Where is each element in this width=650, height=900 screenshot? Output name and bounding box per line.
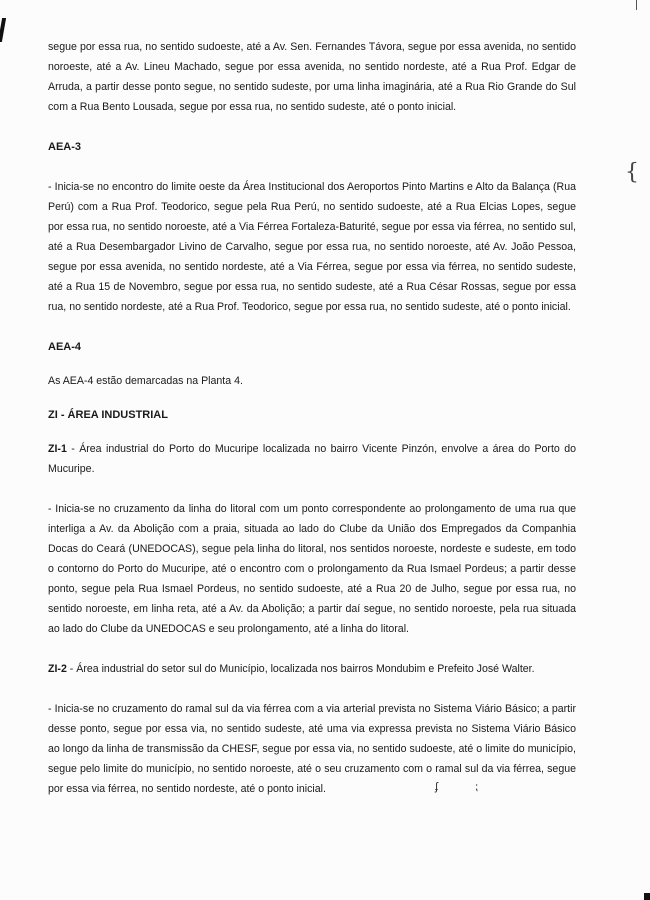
zi2-label: ZI-2 xyxy=(48,663,67,675)
zi1-description xyxy=(48,439,576,479)
scan-edge-mark xyxy=(0,18,6,42)
document-body xyxy=(48,37,576,799)
aea3-paragraph: - Inicia-se no encontro do limite oeste da Área Institucional dos Aeroportos Pinto Martins e Alto da Balança (Rua Perú) com a Rua Prof. Teodorico, segue pela Rua Perú, no sentido sudoeste, até a Rua Elcias Lopes, segue por essa rua, no sentido noroeste, até a Via Férrea Fortaleza-Baturité, segue por essa via férrea, no sentido sul, até a Rua Desembargador Livino de Carvalho, segue por essa rua, no sentido noroeste, até Av. João Pessoa, segue por essa avenida, no sentido nordeste, até a Via Férrea, segue por essa via férrea, no sentido sudeste, até a Rua 15 de Novembro, segue por essa rua, no sentido sudeste, até a Rua César Rossas, segue por essa rua, no sentido nordeste, até a Rua Prof. Teodorico, segue por essa rua, no sentido sudeste, até o ponto inicial. xyxy=(48,181,576,313)
zi2-description-text: - Área industrial do setor sul do Município, localizada nos bairros Mondubim e Prefeito José Walter. xyxy=(66,663,535,675)
scan-specks: ʄ ⁏ xyxy=(435,781,479,793)
zi2-paragraph: - Inicia-se no cruzamento do ramal sul da via férrea com a via arterial prevista no Sistema Viário Básico; a partir desse ponto, segue por essa via, no sentido sudeste, até uma via expressa prevista no Sistema Viário Básico ao longo da linha de transmissão da CHESF, segue por essa via, no sentido sudoeste, até o limite do município, segue pelo limite do município, no sentido noroeste, até o seu cruzamento com o ramal sul da via férrea, segue por essa via férrea, no sentido nordeste, até o ponto inicial. xyxy=(48,703,576,795)
zi1-label: ZI-1 xyxy=(48,443,67,455)
scan-corner-mark xyxy=(644,893,650,900)
section-heading-aea4: AEA-4 xyxy=(48,341,82,353)
zi1-description-text: - Área industrial do Porto do Mucuripe localizada no bairro Vicente Pinzón, envolve a área do Porto do Mucuripe. xyxy=(48,443,576,475)
margin-brace-mark: { xyxy=(625,160,639,185)
section-heading-zi: ZI - ÁREA INDUSTRIAL xyxy=(48,409,168,421)
zi1-paragraph: - Inicia-se no cruzamento da linha do litoral com um ponto correspondente ao prolongamento de uma rua que interliga a Av. da Abolição com a praia, situada ao lado do Clube da União dos Empregados da Companhia Docas do Ceará (UNEDOCAS), segue pela linha do litoral, nos sentidos noroeste, nordeste e sudeste, em todo o contorno do Porto do Mucuripe, até o encontro com o prolongamento da Rua Ismael Pordeus; a partir desse ponto, segue pela Rua Ismael Pordeus, no sentido sudoeste, até a Rua 20 de Julho, segue por essa rua, no sentido noroeste, em linha reta, até a Av. da Abolição; a partir daí segue, no sentido noroeste, pela rua situada ao lado do Clube da UNEDOCAS e seu prolongamento, até a linha do litoral. xyxy=(48,503,576,635)
aea4-paragraph: As AEA-4 estão demarcadas na Planta 4. xyxy=(48,375,243,387)
section-heading-aea3: AEA-3 xyxy=(48,141,82,153)
zi2-description xyxy=(48,659,576,679)
scan-tick-mark xyxy=(636,0,637,10)
intro-paragraph: segue por essa rua, no sentido sudoeste, até a Av. Sen. Fernandes Távora, segue por essa avenida, no sentido noroeste, até a Av. Lineu Machado, segue por essa avenida, no sentido nordeste, até a Rua Prof. Edgar de Arruda, a partir desse ponto segue, no sentido sudeste, por uma linha imaginária, até a Rua Rio Grande do Sul com a Rua Bento Lousada, segue por essa rua, no sentido sudeste, até o ponto inicial. xyxy=(48,41,576,113)
